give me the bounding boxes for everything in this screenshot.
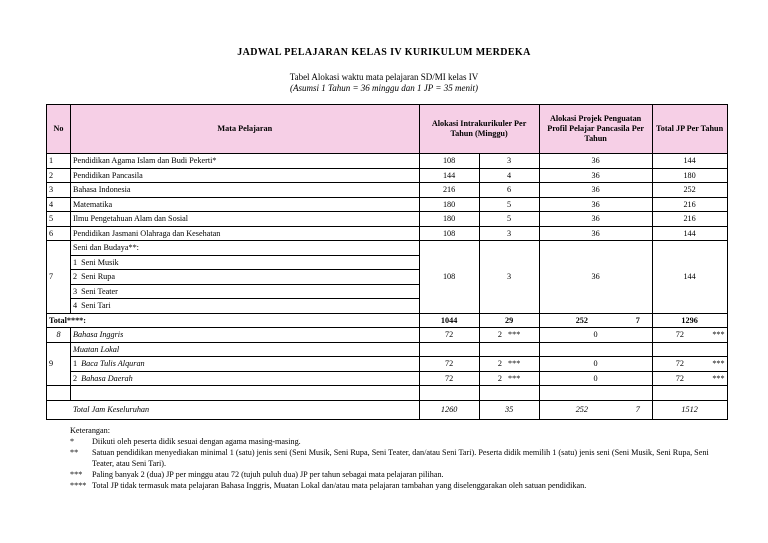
- empty-cell: [539, 342, 652, 357]
- week-value: 2: [497, 359, 502, 369]
- year-hours: 72: [419, 357, 479, 372]
- total-jp: 1296: [652, 313, 727, 328]
- year-hours: 72: [419, 371, 479, 386]
- p5-hours: 36: [539, 168, 652, 183]
- week-value: 2: [497, 330, 502, 340]
- total-jp: 1512: [652, 400, 727, 419]
- year-hours: 108: [419, 226, 479, 241]
- footnote-mark: ***: [707, 357, 727, 372]
- sub-number: 1: [71, 255, 80, 270]
- p5-extra: 7: [624, 400, 652, 419]
- week-hours: 5: [479, 212, 539, 227]
- header-total-jp: Total JP Per Tahun: [652, 105, 727, 154]
- year-hours: 1260: [419, 400, 479, 419]
- year-hours: 180: [419, 197, 479, 212]
- empty-cell: [652, 342, 727, 357]
- total-jp: 216: [652, 197, 727, 212]
- row-number: 8: [47, 328, 71, 343]
- total-jp: 144: [652, 154, 727, 169]
- arts-row: [47, 241, 728, 256]
- local-content-row: [47, 342, 728, 357]
- subject-name: Ilmu Pengetahuan Alam dan Sosial: [71, 212, 420, 227]
- sub-subject-name: Seni Tari: [79, 299, 419, 314]
- empty-cell: [419, 386, 479, 401]
- p5-hours: 0: [539, 357, 652, 372]
- header-projek-p5: Alokasi Projek Penguatan Profil Pelajar Pancasila Per Tahun: [539, 105, 652, 154]
- subject-name: Seni dan Budaya**:: [71, 241, 420, 256]
- sub-number: 1: [71, 357, 80, 372]
- row-number: 3: [47, 183, 71, 198]
- week-hours: 5: [479, 197, 539, 212]
- spacer-row: [47, 386, 728, 401]
- p5-hours: 36: [539, 226, 652, 241]
- note-text: Total JP tidak termasuk mata pelajaran Bahasa Inggris, Muatan Lokal dan/atau mata pelajaran tambahan yang diselenggarakan oleh satuan pendidikan.: [92, 481, 587, 490]
- note-item: [70, 469, 720, 480]
- sub-subject-name: Bahasa Daerah: [79, 371, 419, 386]
- notes-heading: Keterangan:: [70, 426, 111, 435]
- subject-name: Pendidikan Jasmani Olahraga dan Kesehatan: [71, 226, 420, 241]
- sub-number: 4: [71, 299, 80, 314]
- year-hours: 144: [419, 168, 479, 183]
- notes-section: [70, 425, 720, 491]
- sub-number: 2: [71, 371, 80, 386]
- total-jp: 72: [652, 357, 707, 372]
- week-hours: 3: [479, 154, 539, 169]
- note-mark: **: [70, 448, 79, 457]
- p5-hours: 36: [539, 197, 652, 212]
- assumption-text: (Asumsi 1 Tahun = 36 minggu dan 1 JP = 35 menit): [290, 83, 478, 93]
- note-mark: ****: [70, 481, 87, 490]
- subject-row: [47, 212, 728, 227]
- week-hours: 35: [479, 400, 539, 419]
- year-hours: 108: [419, 241, 479, 314]
- p5-hours: 252: [539, 400, 624, 419]
- total-jp: 252: [652, 183, 727, 198]
- subject-name: Bahasa Indonesia: [71, 183, 420, 198]
- subject-name: Pendidikan Pancasila: [71, 168, 420, 183]
- empty-cell: [652, 386, 727, 401]
- week-hours: 4: [479, 168, 539, 183]
- footnote-mark: ***: [508, 359, 521, 369]
- p5-extra: 7: [624, 313, 652, 328]
- note-text: Paling banyak 2 (dua) JP per minggu atau 72 (tujuh puluh dua) JP per tahun sebagai mata pelajaran pilihan.: [92, 470, 444, 479]
- footnote-mark: ***: [707, 371, 727, 386]
- sub-subject-name: Seni Rupa: [79, 270, 419, 285]
- row-number: 5: [47, 212, 71, 227]
- week-hours: 3: [479, 241, 539, 314]
- year-hours: 180: [419, 212, 479, 227]
- header-intrakurikuler: Alokasi Intrakurikuler Per Tahun (Minggu): [419, 105, 539, 154]
- header-subject: Mata Pelajaran: [71, 105, 420, 154]
- subject-row: [47, 197, 728, 212]
- row-number: 7: [47, 241, 71, 314]
- header-row: [47, 105, 728, 154]
- grand-total-label: Total Jam Keseluruhan: [47, 400, 420, 419]
- p5-hours: 36: [539, 154, 652, 169]
- row-number: 9: [47, 342, 71, 386]
- empty-cell: [419, 342, 479, 357]
- subtotal-label: Total****:: [47, 313, 420, 328]
- year-hours: 108: [419, 154, 479, 169]
- note-text: Diikuti oleh peserta didik sesuai dengan agama masing-masing.: [92, 437, 301, 446]
- sub-number: 3: [71, 284, 80, 299]
- row-number: 4: [47, 197, 71, 212]
- week-hours: 29: [479, 313, 539, 328]
- week-hours: 6: [479, 183, 539, 198]
- schedule-table: [46, 104, 728, 420]
- p5-hours: 252: [539, 313, 624, 328]
- empty-cell: [479, 342, 539, 357]
- p5-hours: 36: [539, 241, 652, 314]
- footnote-mark: ***: [707, 328, 727, 343]
- note-item: [70, 480, 720, 491]
- subject-row: [47, 168, 728, 183]
- week-hours: 3: [479, 226, 539, 241]
- total-jp: 180: [652, 168, 727, 183]
- total-jp: 72: [652, 371, 707, 386]
- empty-cell: [479, 386, 539, 401]
- note-mark: *: [70, 437, 75, 446]
- total-jp: 144: [652, 241, 727, 314]
- note-item: [70, 436, 720, 447]
- total-jp: 216: [652, 212, 727, 227]
- p5-hours: 0: [539, 328, 652, 343]
- document-title: JADWAL PELAJARAN KELAS IV KURIKULUM MERDEKA: [237, 47, 531, 58]
- sub-subject-name: Baca Tulis Alquran: [79, 357, 419, 372]
- subject-name: Matematika: [71, 197, 420, 212]
- header-no: No: [47, 105, 71, 154]
- row-number: 6: [47, 226, 71, 241]
- table-subtitle: Tabel Alokasi waktu mata pelajaran SD/MI kelas IV: [289, 72, 479, 82]
- year-hours: 72: [419, 328, 479, 343]
- sub-subject-name: Seni Musik: [79, 255, 419, 270]
- grand-total-row: [47, 400, 728, 419]
- sub-number: 2: [71, 270, 80, 285]
- subject-row: [47, 226, 728, 241]
- subject-name: Pendidikan Agama Islam dan Budi Pekerti*: [71, 154, 420, 169]
- english-row: [47, 328, 728, 343]
- sub-subject-name: Seni Teater: [79, 284, 419, 299]
- note-text: Satuan pendidikan menyediakan minimal 1 (satu) jenis seni (Seni Musik, Seni Rupa, Seni Teater, dan/atau Seni Tari). Peserta didik memilih 1 (satu) jenis seni (Seni Musik, Seni Rupa, Seni Teater, atau Seni Tari).: [92, 448, 709, 468]
- week-hours: [479, 357, 539, 372]
- subject-name: Muatan Lokal: [71, 342, 420, 357]
- footnote-mark: ***: [508, 373, 521, 383]
- p5-hours: 36: [539, 212, 652, 227]
- footnote-mark: ***: [508, 330, 521, 340]
- week-value: 2: [497, 373, 502, 383]
- empty-cell: [539, 386, 652, 401]
- row-number: 1: [47, 154, 71, 169]
- subject-row: [47, 183, 728, 198]
- subject-name: Bahasa Inggris: [71, 328, 420, 343]
- subtotal-row: [47, 313, 728, 328]
- total-jp: 144: [652, 226, 727, 241]
- week-hours: [479, 371, 539, 386]
- subject-row: [47, 154, 728, 169]
- note-mark: ***: [70, 470, 83, 479]
- p5-hours: 0: [539, 371, 652, 386]
- local-sub-row: [47, 357, 728, 372]
- total-jp: 72: [652, 328, 707, 343]
- week-hours: [479, 328, 539, 343]
- empty-cell: [71, 386, 420, 401]
- year-hours: 1044: [419, 313, 479, 328]
- year-hours: 216: [419, 183, 479, 198]
- row-number: 2: [47, 168, 71, 183]
- note-item: [70, 447, 720, 469]
- p5-hours: 36: [539, 183, 652, 198]
- empty-cell: [47, 386, 71, 401]
- local-sub-row: [47, 371, 728, 386]
